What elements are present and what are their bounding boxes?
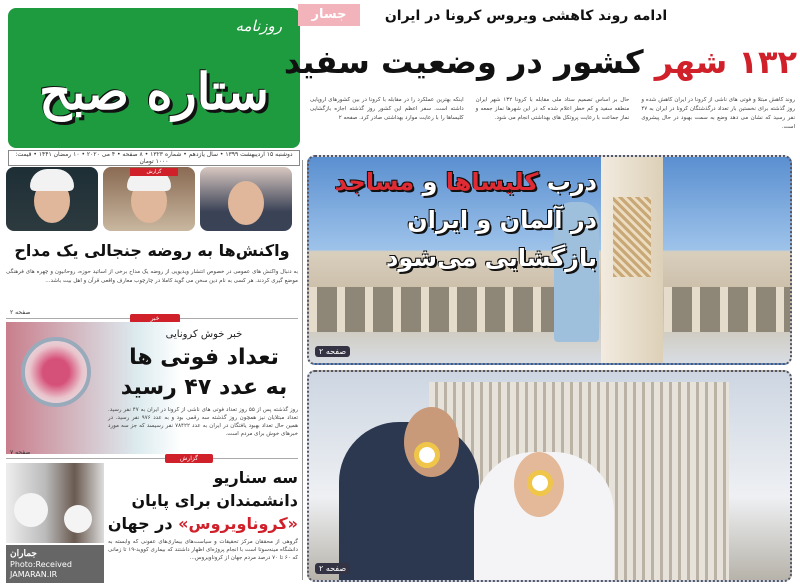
section-tag: جسار <box>298 4 360 26</box>
scenario-body: گروهی از محققان مرکز تحقیقات و سیاست‌های بیماری‌های عفونی که وابسته به دانشگاه مینه‌سوتا است با انجام پروژه‌ای اظهار داشتند که بیماری کووید-۱۹ تا زمانی که ۶۰ تا ۷۰ درصد مردم جهان از کروناویروس... <box>108 539 298 561</box>
news-tag: خبر <box>130 314 180 323</box>
title-red-word: مساجد <box>334 168 415 196</box>
lead-column: روند کاهش مبتلا و فوتی های ناشی از کرونا در ایران کاهش شده و روز گذشته برای نخستین بار تعداد درگذشتگان کرونا در ایران به ۴۷ نفر رسید که نشان می دهد وضع به سمت بهبود در حال پیشروی است. <box>641 97 795 130</box>
masthead <box>8 8 300 148</box>
scenario-headline[interactable] <box>108 466 298 535</box>
title-word: و <box>422 168 438 196</box>
headline-line: در جهان <box>107 514 173 533</box>
jamaran-logo: جماران <box>10 548 37 559</box>
page-ref: صفحه ۲ <box>315 346 350 357</box>
credit-line: Photo:Received <box>10 559 72 569</box>
photo-tag: گزارش <box>130 168 178 176</box>
headline-line: به عدد ۴۷ رسید <box>120 375 288 400</box>
report-tag: گزارش <box>165 454 213 463</box>
column-divider <box>302 160 303 580</box>
face-mask <box>414 442 440 468</box>
title-red-word: کلیساها <box>445 168 539 196</box>
lead-column: حال بر اساس تصمیم ستاد ملی مقابله با کرونا ۱۳۲ شهر ایران منطقه سفید و کم خطر اعلام شده که در این شهرها نماز جمعه و نماز جماعت با رعایت پروتکل های بهداشتی انجام می شود. <box>475 97 630 121</box>
virus-kicker: خبر خوش کرونایی <box>165 329 243 340</box>
divider <box>6 458 298 459</box>
page-ref: صفحه ۲ <box>315 563 350 574</box>
virus-body: روز گذشته پس از ۵۵ روز تعداد فوتی های ناشی از کرونا در ایران به ۴۷ نفر رسید. تعداد مبتلایان نیز همچون روز گذشته سه رقمی بود و به عدد ۹۷۶ نفر رسید. در همین حال تعداد بهبود یافتگان در ایران به عدد ۷۸۴۲۲ نفر رسیسد که جز سه مورد خبرهای خوش برای مردم است. <box>108 407 298 437</box>
minister-photo <box>200 167 292 231</box>
headline-line: تعداد فوتی ها <box>129 345 279 370</box>
face-mask <box>527 470 553 496</box>
milan-couple-photo[interactable] <box>307 370 792 582</box>
virus-headline[interactable] <box>110 343 298 403</box>
masked-women-photo <box>6 463 104 543</box>
face-mask <box>14 493 48 527</box>
lead-body <box>310 96 795 150</box>
title-line: بازگشایی می‌شود <box>386 244 597 272</box>
mosque-feature-photo[interactable] <box>307 155 792 365</box>
credit-site: JAMARAN.IR <box>10 569 58 579</box>
dateline: دوشنبه ۱۵ اردیبهشت ۱۳۹۹ • سال یازدهم • شماره ۱۳۲۳ • ۸ صفحه • ۴ می ۲۰۲۰ • ۱۰ رمضان ۱۴۴۱ • قیمت: ۱۰۰۰ تومان <box>8 150 300 166</box>
left-headline[interactable]: واکنش‌ها به روضه جنجالی یک مداح <box>14 241 290 260</box>
feature-title <box>317 163 597 277</box>
headline-red: «کروناویروس» <box>178 514 298 533</box>
headline-rest: کشور در وضعیت سفید <box>283 43 644 81</box>
newspaper-logo: ستاره صبح <box>39 62 269 121</box>
headline-line: سه سناریو <box>213 468 298 487</box>
cleric-photo <box>103 167 195 231</box>
magnifier-icon <box>21 337 91 407</box>
headline-line: دانشمندان برای پایان <box>131 491 298 510</box>
lead-headline[interactable] <box>283 38 797 86</box>
title-word: درب <box>546 168 597 196</box>
arcade-right <box>664 287 792 332</box>
face-mask <box>64 505 92 533</box>
lead-column: اینکه بهترین عملکرد را در مقابله با کرونا در بین کشورهای اروپایی داشته است. سفر اعظم این کشور روز گذشته اجازه بازگشایی کلیساها را با رعایت موارد بهداشتی صادر کرد. صفحه ۲ <box>309 97 464 121</box>
masthead-subtitle: روزنامه <box>235 17 282 35</box>
left-body: به دنبال واکنش های عمومی در خصوص انتشار ویدیویی از روضه یک مداح برخی از اساتید حوزه، روحانیون و چهره های فرهنگی موضع گیری کردند. هر کسی به نام دین سخن می گوید کاملا در چارچوب معارف واقعی قرآن و اهل بیت باشد... <box>6 269 298 284</box>
photo-credit <box>6 545 104 583</box>
page-ref: صفحه ۲ <box>10 309 31 316</box>
lead-kicker: ادامه روند کاهشی ویروس کرونا در ایران <box>384 8 668 24</box>
headline-number: ۱۳۲ شهر <box>654 43 797 81</box>
cleric-photo <box>6 167 98 231</box>
title-line: در آلمان و ایران <box>407 206 597 234</box>
minaret <box>601 157 663 365</box>
page-ref: صفحه ۷ <box>10 449 31 456</box>
